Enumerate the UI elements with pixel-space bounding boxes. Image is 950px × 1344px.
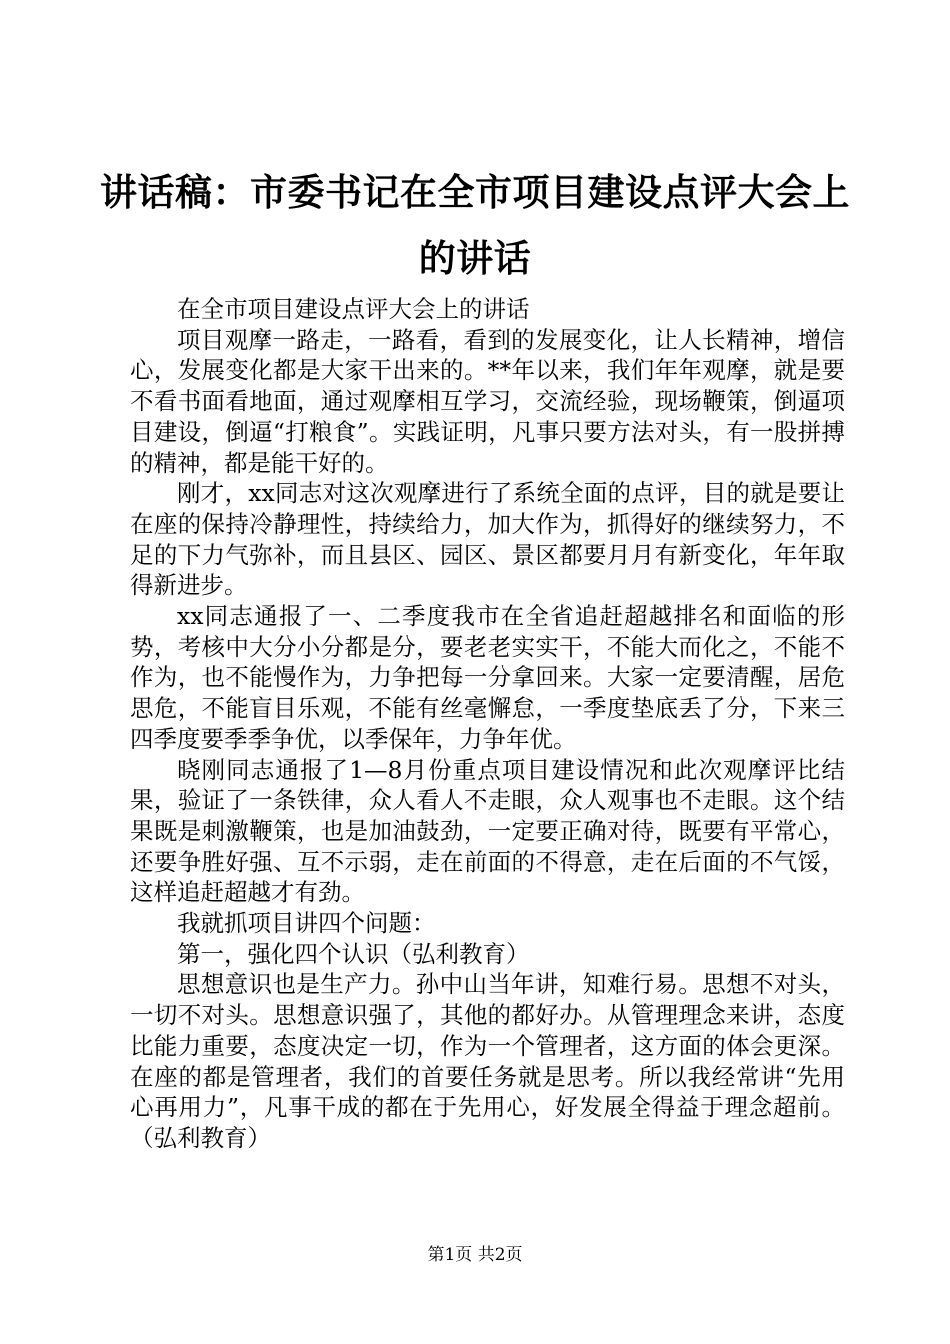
paragraph-subtitle: 在全市项目建设点评大会上的讲话 bbox=[177, 295, 530, 323]
document-title: 讲话稿：市委书记在全市项目建设点评大会上的讲话 bbox=[100, 171, 850, 280]
paragraph: 刚才，xx同志对这次观摩进行了系统全面的点评，目的就是要让在座的保持冷静理性，持续给力，加大作为，抓得好的继续努力，不足的下力气弥补，而且县区、园区、景区都要月月有新变化，年年取得新进步。 bbox=[130, 479, 845, 600]
paragraph: 我就抓项目讲四个问题： bbox=[177, 909, 436, 938]
section-heading: 第一，强化四个认识（弘利教育） bbox=[177, 939, 530, 968]
document-body bbox=[130, 294, 845, 1154]
paragraph: xx同志通报了一、二季度我市在全省追赶超越排名和面临的形势，考核中大分小分都是分，要老老实实干，不能大而化之，不能不作为，也不能慢作为，力争把每一分拿回来。大家一定要清醒，居危思危，不能盲目乐观，不能有丝毫懈怠，一季度垫底丢了分，下来三四季度要季季争优，以季保年，力争年优。 bbox=[130, 602, 845, 753]
page-footer: 第1页 共2页 bbox=[427, 1245, 523, 1265]
paragraph: 项目观摩一路走，一路看，看到的发展变化，让人长精神，增信心，发展变化都是大家干出来的。**年以来，我们年年观摩，就是要不看书面看地面，通过观摩相互学习，交流经验，现场鞭策，倒逼项目建设，倒逼“打粮食”。实践证明，凡事只要方法对头，有一股拼搏的精神，都是能干好的。 bbox=[130, 325, 845, 477]
paragraph: 思想意识也是生产力。孙中山当年讲，知难行易。思想不对头，一切不对头。思想意识强了，其他的都好办。从管理理念来讲，态度比能力重要，态度决定一切，作为一个管理者，这方面的体会更深。在座的都是管理者，我们的首要任务就是思考。所以我经常讲“先用心再用力”，凡事干成的都在于先用心，好发展全得益于理念超前。（弘利教育） bbox=[130, 970, 845, 1152]
paragraph: 晓刚同志通报了1—8月份重点项目建设情况和此次观摩评比结果，验证了一条铁律，众人看人不走眼，众人观事也不走眼。这个结果既是刺激鞭策，也是加油鼓劲，一定要正确对待，既要有平常心，还要争胜好强、互不示弱，走在前面的不得意，走在后面的不气馁，这样追赶超越才有劲。 bbox=[130, 755, 845, 907]
